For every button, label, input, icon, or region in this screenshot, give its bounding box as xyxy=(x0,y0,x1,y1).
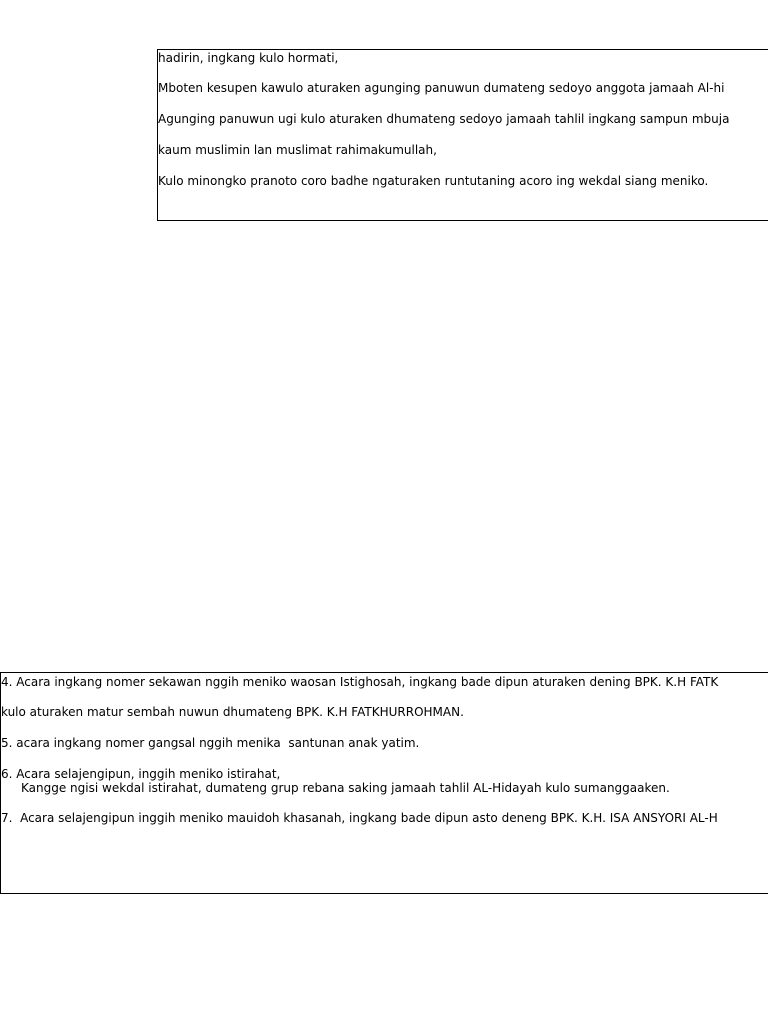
agenda-item-4: 4. Acara ingkang nomer sekawan nggih meniko waosan Istighosah, ingkang bade dipun aturaken dening BPK. K.H FATK xyxy=(1,675,719,689)
text-line: kaum muslimin lan muslimat rahimakumullah, xyxy=(158,143,437,157)
text-line: Kulo minongko pranoto coro badhe ngaturaken runtutaning acoro ing wekdal siang meniko. xyxy=(158,174,709,188)
text-line: Kangge ngisi wekdal istirahat, dumateng grup rebana saking jamaah tahlil AL-Hidayah kulo sumanggaaken. xyxy=(21,781,670,795)
text-box-agenda xyxy=(0,672,768,894)
text-line: hadirin, ingkang kulo hormati, xyxy=(158,51,339,65)
text-line: Mboten kesupen kawulo aturaken agunging panuwun dumateng sedoyo anggota jamaah Al-hi xyxy=(158,81,725,95)
text-line: kulo aturaken matur sembah nuwun dhumateng BPK. K.H FATKHURROHMAN. xyxy=(1,705,464,719)
agenda-item-6: 6. Acara selajengipun, inggih meniko istirahat, xyxy=(1,767,281,781)
text-box-opening xyxy=(157,49,768,221)
agenda-item-7: 7. Acara selajengipun inggih meniko mauidoh khasanah, ingkang bade dipun asto deneng BPK. K.H. ISA ANSYORI AL-H xyxy=(1,811,718,825)
text-line: Agunging panuwun ugi kulo aturaken dhumateng sedoyo jamaah tahlil ingkang sampun mbuja xyxy=(158,112,730,126)
agenda-item-5: 5. acara ingkang nomer gangsal nggih menika santunan anak yatim. xyxy=(1,736,420,750)
